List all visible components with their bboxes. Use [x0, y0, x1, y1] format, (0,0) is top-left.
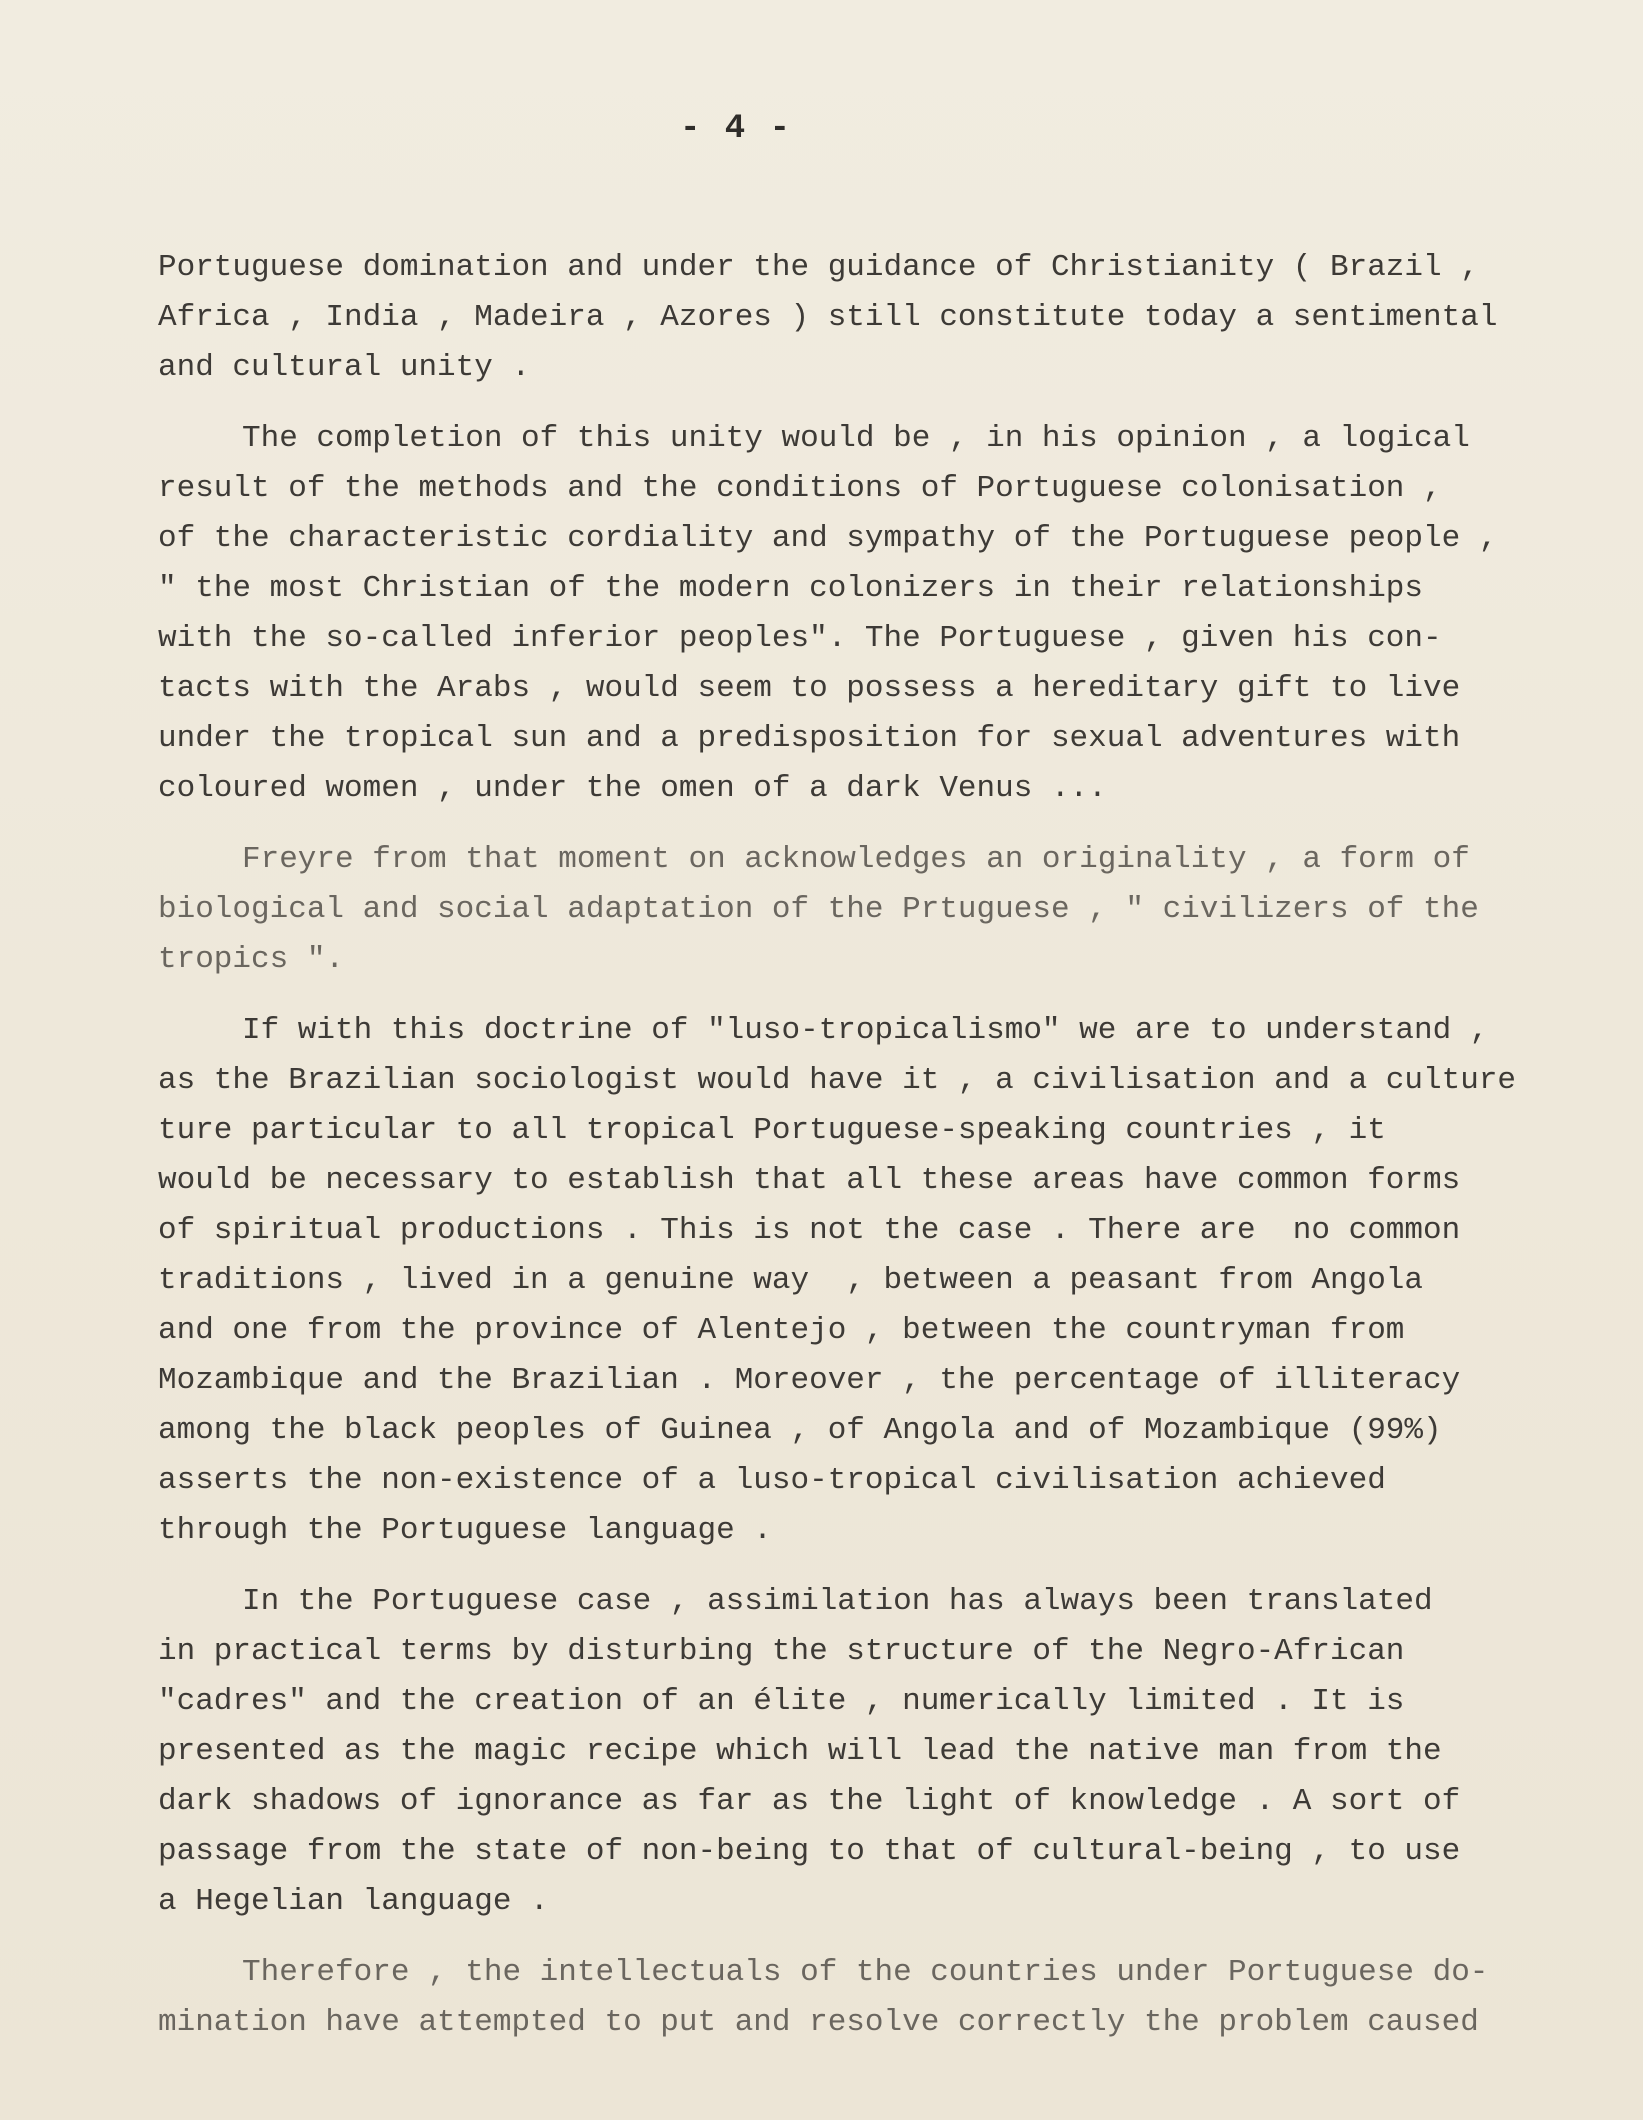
text-line: Portuguese domination and under the guidance of Christianity ( Brazil , [158, 250, 1479, 285]
text-line: The completion of this unity would be , in his opinion , a logical [242, 421, 1470, 456]
text-line: " the most Christian of the modern colonizers in their relationships [158, 571, 1424, 606]
text-line: ture particular to all tropical Portuguese-speaking countries , it [158, 1113, 1386, 1148]
text-line: mination have attempted to put and resolve correctly the problem caused [158, 2005, 1479, 2040]
text-line: passage from the state of non-being to that of cultural-being , to use [158, 1834, 1461, 1869]
text-line: asserts the non-existence of a luso-tropical civilisation achieved [158, 1463, 1386, 1498]
text-line: dark shadows of ignorance as far as the light of knowledge . A sort of [158, 1784, 1461, 1819]
paragraph [158, 1006, 1628, 1556]
page-number: - 4 - [679, 110, 793, 148]
text-line: among the black peoples of Guinea , of Angola and of Mozambique (99%) [158, 1413, 1442, 1448]
text-line: Mozambique and the Brazilian . Moreover , the percentage of illiteracy [158, 1363, 1461, 1398]
text-line: of spiritual productions . This is not the case . There are no common [158, 1213, 1461, 1248]
paragraph [158, 1577, 1628, 1927]
paragraph [158, 835, 1628, 985]
text-line: and cultural unity . [158, 350, 531, 385]
text-line: of the characteristic cordiality and sympathy of the Portuguese people , [158, 521, 1498, 556]
text-line: "cadres" and the creation of an élite , numerically limited . It is [158, 1684, 1405, 1719]
text-line: If with this doctrine of "luso-tropicalismo" we are to understand , [242, 1013, 1489, 1048]
text-line: tacts with the Arabs , would seem to possess a hereditary gift to live [158, 671, 1461, 706]
text-line: under the tropical sun and a predisposition for sexual adventures with [158, 721, 1461, 756]
text-line: in practical terms by disturbing the structure of the Negro-African [158, 1634, 1405, 1669]
text-line: Freyre from that moment on acknowledges an originality , a form of [242, 842, 1470, 877]
text-line: coloured women , under the omen of a dark Venus ... [158, 771, 1107, 806]
text-line: result of the methods and the conditions of Portuguese colonisation , [158, 471, 1442, 506]
text-line: Africa , India , Madeira , Azores ) still constitute today a sentimental [158, 300, 1498, 335]
text-line: through the Portuguese language . [158, 1513, 772, 1548]
paragraph [158, 1948, 1628, 2048]
text-line: biological and social adaptation of the Prtuguese , " civilizers of the [158, 892, 1479, 927]
document-body [158, 243, 1628, 2069]
text-line: tropics ". [158, 942, 345, 977]
text-line: as the Brazilian sociologist would have it , a civilisation and a culture [158, 1063, 1517, 1098]
text-line: and one from the province of Alentejo , between the countryman from [158, 1313, 1405, 1348]
text-line: Therefore , the intellectuals of the countries under Portuguese do- [242, 1955, 1489, 1990]
text-line: a Hegelian language . [158, 1884, 549, 1919]
text-line: traditions , lived in a genuine way , between a peasant from Angola [158, 1263, 1424, 1298]
text-line: with the so-called inferior peoples". The Portuguese , given his con- [158, 621, 1442, 656]
paragraph [158, 414, 1628, 814]
text-line: In the Portuguese case , assimilation has always been translated [242, 1584, 1433, 1619]
paragraph [158, 243, 1628, 393]
text-line: presented as the magic recipe which will lead the native man from the [158, 1734, 1442, 1769]
text-line: would be necessary to establish that all these areas have common forms [158, 1163, 1461, 1198]
